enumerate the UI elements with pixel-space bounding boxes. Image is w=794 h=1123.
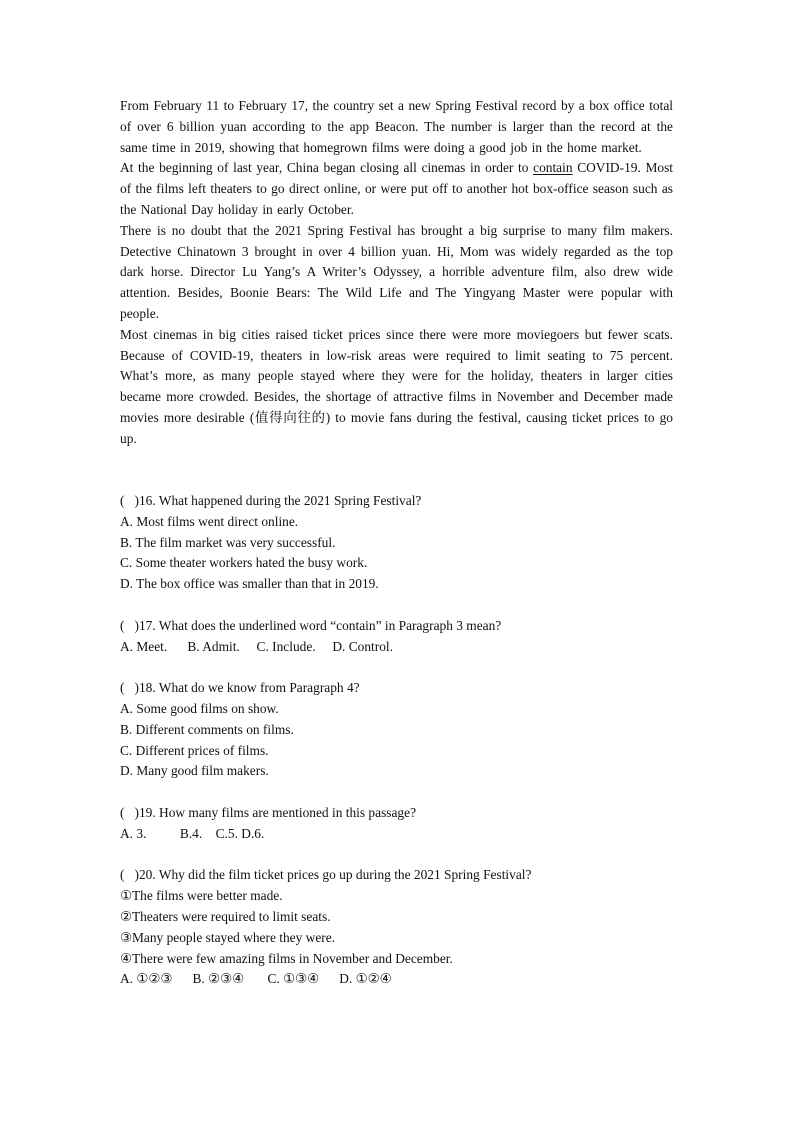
question-19 <box>120 803 673 845</box>
question-stem: ( )17. What does the underlined word “contain” in Paragraph 3 mean? <box>120 617 502 633</box>
option-b: B. The film market was very successful. <box>120 534 336 550</box>
question-stem: ( )16. What happened during the 2021 Spring Festival? <box>120 493 422 508</box>
options-row: A. ①②③ B. ②③④ C. ①③④ D. ①②④ <box>120 971 392 987</box>
question-17 <box>120 616 673 658</box>
option-d: D. The box office was smaller than that in 2019. <box>120 576 379 592</box>
paragraph-2-text-after: COVID-19. Most of the films left theaters to go direct online, or were put off to another hot box-office season such as the National Day holiday in early October. <box>120 160 673 217</box>
statement-3: ③Many people stayed where they were. <box>120 929 336 945</box>
question-20 <box>120 865 673 990</box>
option-a: A. Most films went direct online. <box>120 513 299 529</box>
question-stem: ( )18. What do we know from Paragraph 4? <box>120 680 360 696</box>
statement-1: ①The films were better made. <box>120 888 283 904</box>
paragraph-2-text-before: At the beginning of last year, China began closing all cinemas in order to <box>120 160 534 176</box>
question-stem: ( )19. How many films are mentioned in this passage? <box>120 804 417 820</box>
options-row: A. Meet. B. Admit. C. Include. D. Control. <box>120 638 394 654</box>
underlined-word-contain: contain <box>533 160 573 176</box>
passage-paragraph-1: From February 11 to February 17, the country set a new Spring Festival record by a box office total of over 6 billion yuan according to the app Beacon. The number is larger than the record at the same time in 2019, showing that homegrown films were doing a good job in the home market. <box>120 98 673 155</box>
reading-passage <box>120 96 673 450</box>
question-list <box>120 491 673 1011</box>
statement-2: ②Theaters were required to limit seats. <box>120 908 331 924</box>
question-stem: ( )20. Why did the film ticket prices go up during the 2021 Spring Festival? <box>120 867 532 883</box>
passage-paragraph-3: There is no doubt that the 2021 Spring Festival has brought a big surprise to many film makers. Detective Chinatown 3 brought in over 4 billion yuan. Hi, Mom was widely regarded as the top dark horse. Director Lu Yang’s A Writer’s Odyssey, a horrible adventure film, also drew wide attention. Besides, Boonie Bears: The Wild Life and The Yingyang Master were popular with people. <box>120 222 673 321</box>
option-b: B. Different comments on films. <box>120 721 294 737</box>
statement-4: ④There were few amazing films in November and December. <box>120 950 453 966</box>
passage-paragraph-4: Most cinemas in big cities raised ticket prices since there were more moviegoers but fewer scats. Because of COVID-19, theaters in low-risk areas were required to limit seating to 75 percent. What’s more, as many people stayed where they were for the holiday, theaters in larger cities became more crowded. Besides, the shortage of attractive films in November and December made movies more desirable (值得向往的) to movie fans during the festival, causing ticket prices to go up. <box>120 326 673 446</box>
option-d: D. Many good film makers. <box>120 763 269 779</box>
passage-paragraph-2 <box>120 158 673 220</box>
question-18 <box>120 678 673 782</box>
question-16 <box>120 491 673 595</box>
option-c: C. Some theater workers hated the busy work. <box>120 555 368 571</box>
option-a: A. Some good films on show. <box>120 700 279 716</box>
option-c: C. Different prices of films. <box>120 742 269 758</box>
options-row: A. 3. B.4. C.5. D.6. <box>120 825 265 841</box>
